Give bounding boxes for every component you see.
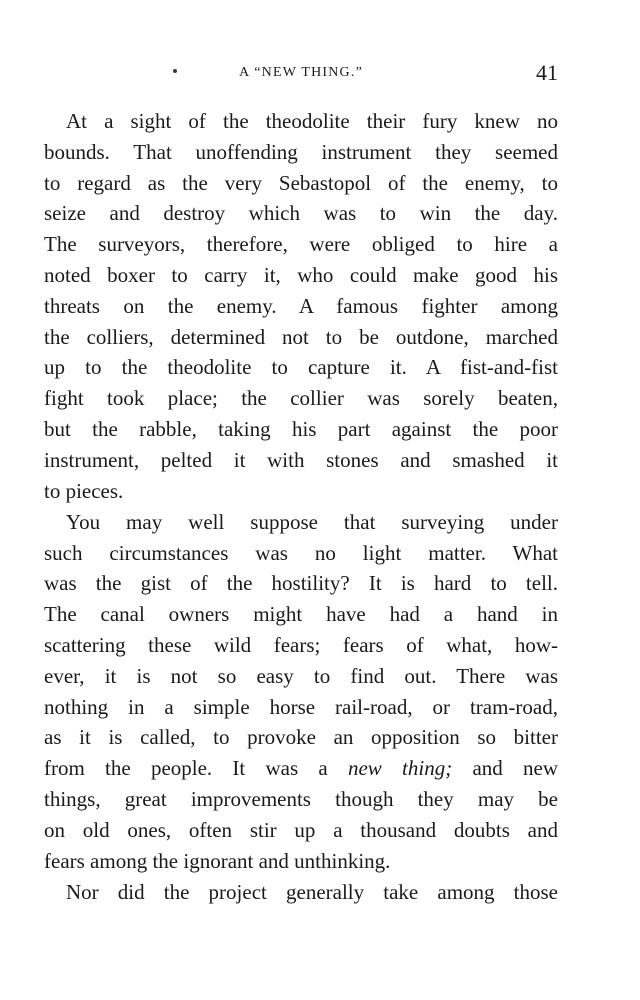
text-line: but the rabble, taking his part against the poor bbox=[44, 416, 558, 441]
text-line: to regard as the very Sebastopol of the enemy, to bbox=[44, 170, 558, 195]
text-line: At a sight of the theodolite their fury knew no bbox=[66, 109, 558, 133]
chapter-title: A “NEW THING.” bbox=[239, 65, 363, 80]
text-line: as it is called, to provoke an opposition so bitter bbox=[44, 725, 558, 750]
text-line: up to the theodolite to capture it. A fist-and-fist bbox=[44, 355, 558, 380]
running-head bbox=[44, 62, 558, 92]
text-line: The surveyors, therefore, were obliged to hire a bbox=[44, 232, 558, 257]
text-line: the colliers, determined not to be outdone, marched bbox=[44, 324, 558, 349]
text-line: Nor did the project generally take among those bbox=[66, 879, 558, 904]
text-line: seize and destroy which was to win the day. bbox=[44, 201, 558, 226]
text-line-with-italic bbox=[44, 753, 558, 784]
text-line: things, great improvements though they may be bbox=[44, 787, 558, 812]
text-line: instrument, pelted it with stones and smashed it bbox=[44, 447, 558, 472]
text-line: You may well suppose that surveying under bbox=[66, 509, 558, 534]
text-line: nothing in a simple horse rail-road, or tram-road, bbox=[44, 694, 558, 719]
body-text bbox=[44, 106, 558, 908]
text-line: was the gist of the hostility? It is hard to tell. bbox=[44, 571, 558, 596]
text-line: bounds. That unoffending instrument they seemed bbox=[44, 139, 558, 164]
text-line: fears among the ignorant and unthinking. bbox=[44, 848, 391, 873]
text-line: threats on the enemy. A famous fighter among bbox=[44, 293, 558, 318]
page-number: 41 bbox=[536, 60, 558, 85]
text-line: noted boxer to carry it, who could make good his bbox=[44, 262, 558, 287]
text-segment: and new bbox=[452, 756, 558, 781]
text-line: fight took place; the collier was sorely beaten, bbox=[44, 386, 558, 411]
text-line: The canal owners might have had a hand in bbox=[44, 602, 558, 627]
text-line: such circumstances was no light matter. What bbox=[44, 540, 558, 565]
text-line: ever, it is not so easy to find out. There was bbox=[44, 663, 558, 688]
text-line: on old ones, often stir up a thousand doubts and bbox=[44, 817, 558, 842]
text-line: to pieces. bbox=[44, 478, 124, 503]
italic-phrase: new thing; bbox=[347, 756, 453, 781]
text-line: scattering these wild fears; fears of what, how- bbox=[44, 633, 558, 658]
text-segment: from the people. It was a bbox=[44, 756, 348, 781]
